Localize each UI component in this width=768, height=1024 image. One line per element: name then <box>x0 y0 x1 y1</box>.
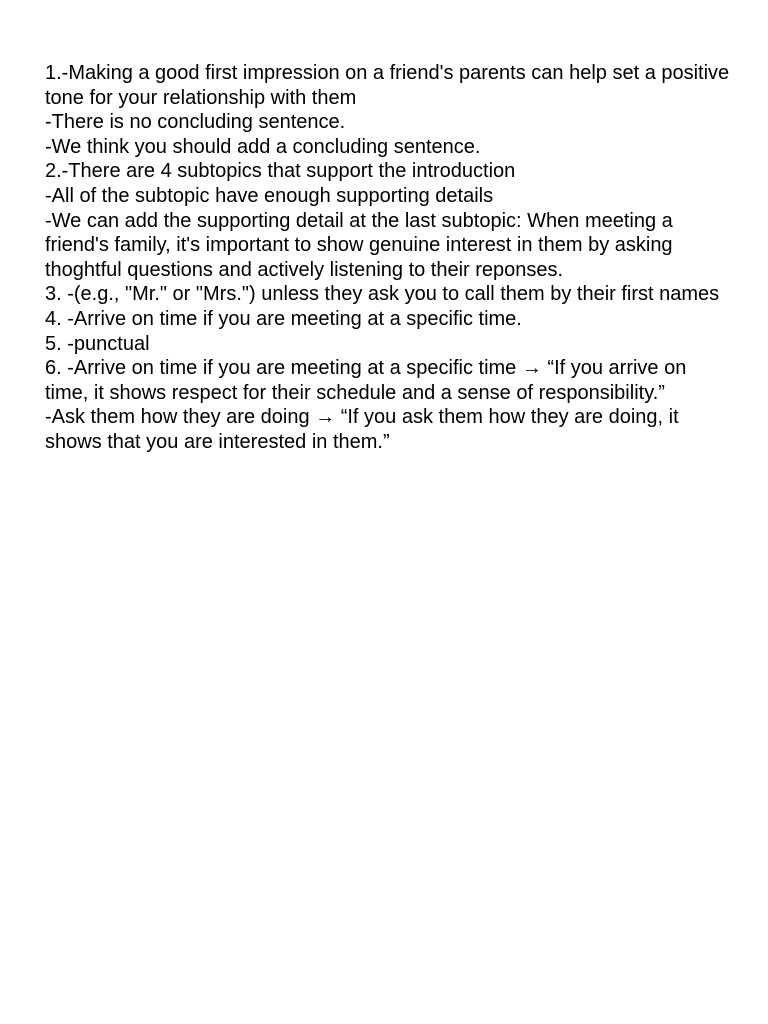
note-body <box>45 61 735 455</box>
note-line-1: 1.-Making a good first impression on a friend's parents can help set a positive tone for your relationship with them <box>45 62 730 109</box>
note-line-2: -There is no concluding sentence. <box>45 111 346 134</box>
note-line-9: 5. -punctual <box>45 332 150 355</box>
note-line-3: -We think you should add a concluding sentence. <box>45 135 481 158</box>
note-line-6: -We can add the supporting detail at the last subtopic: When meeting a friend's family, it's important to show genuine interest in them by asking thoghtful questions and actively listening to their reponses. <box>45 209 673 281</box>
note-line-8: 4. -Arrive on time if you are meeting at a specific time. <box>45 307 522 330</box>
note-line-11: -Ask them how they are doing → “If you ask them how they are doing, it shows that you are interested in them.” <box>45 406 679 453</box>
note-line-5: -All of the subtopic have enough supporting details <box>45 184 494 207</box>
note-line-10: 6. -Arrive on time if you are meeting at a specific time → “If you arrive on time, it shows respect for their schedule and a sense of responsibility.” <box>45 357 687 404</box>
note-line-4: 2.-There are 4 subtopics that support the introduction <box>45 160 516 183</box>
note-line-7: 3. -(e.g., "Mr." or "Mrs.") unless they ask you to call them by their first names <box>45 283 720 306</box>
